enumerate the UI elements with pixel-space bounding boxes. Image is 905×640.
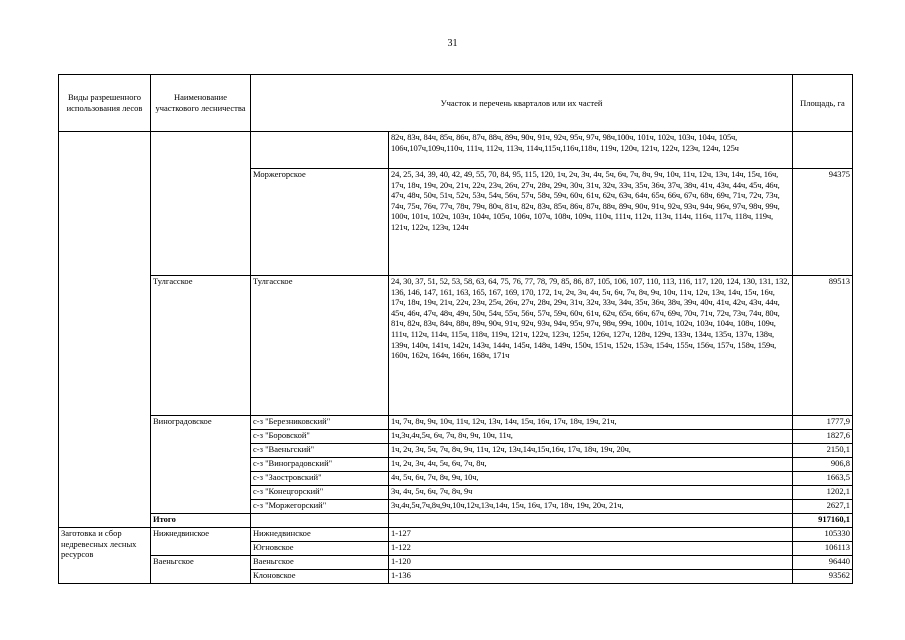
area-cell: 94375: [793, 169, 853, 276]
section-cell: Тулгасское: [251, 276, 389, 416]
section-cell: с-з "Березниковский": [251, 416, 389, 430]
quarters-parts: 1ч, 2ч, 3ч, 4ч, 5ч, 6ч, 7ч, 8ч, 9ч, 10ч, 11ч, 12ч, 13ч, 14ч, 15ч, 16ч, 17ч, 18ч, 19ч, 20ч, 21ч, 22ч, 23ч, 26ч, 27ч, 28ч, 29ч, 30ч, 31ч, 32ч, 33ч, 35ч, 36ч, 37ч, 38ч, 41ч, 43ч, 44ч, 45ч, 46ч, 47ч, 48ч, 50ч, 51ч, 52ч, 53ч, 54ч, 56ч, 57ч, 58ч, 59ч, 60ч, 61ч, 62ч, 63ч, 64ч, 65ч, 66ч, 67ч, 68ч, 69ч, 71ч, 72ч, 73ч, 74ч, 75ч, 76ч, 77ч, 78ч, 79ч, 80ч, 81ч, 82ч, 83ч, 85ч, 86ч, 87ч, 88ч, 89ч, 90ч, 91ч, 92ч, 93ч, 94ч, 96ч, 97ч, 98ч, 99ч, 100ч, 101ч, 102ч, 103ч, 104ч, 105ч, 106ч, 107ч, 108ч, 109ч, 110ч, 111ч, 112ч, 113ч, 114ч, 116ч, 117ч, 118ч, 119ч, 121ч, 122ч, 123ч, 124ч: [391, 169, 780, 232]
quarters-cell: 1-120: [389, 556, 793, 570]
section-cell: Ваеньгское: [251, 556, 389, 570]
forestry-cell: Ваеньгское: [151, 556, 251, 584]
section-cell: с-з "Моржегорский": [251, 500, 389, 514]
table-row: [59, 276, 853, 416]
quarters-cell: 1-136: [389, 570, 793, 584]
area-cell: 89513: [793, 276, 853, 416]
area-cell: [793, 132, 853, 169]
section-cell: Нижнедвинское: [251, 528, 389, 542]
total-row: [59, 514, 853, 528]
area-cell: 1202,1: [793, 486, 853, 500]
section-cell: с-з "Ваеньгский": [251, 444, 389, 458]
area-cell: 1827,6: [793, 430, 853, 444]
quarters-cell: 1ч, 7ч, 8ч, 9ч, 10ч, 11ч, 12ч, 13ч, 14ч, 15ч, 16ч, 17ч, 18ч, 19ч, 21ч,: [389, 416, 793, 430]
forestry-cell: Виноградовское: [151, 416, 251, 514]
section-cell: с-з "Заостровский": [251, 472, 389, 486]
quarters-cell: 3ч, 4ч, 5ч, 6ч, 7ч, 8ч, 9ч: [389, 486, 793, 500]
area-cell: 1777,9: [793, 416, 853, 430]
area-cell: 1663,5: [793, 472, 853, 486]
section-cell: с-з "Конецгорский": [251, 486, 389, 500]
quarters-cell: 82ч, 83ч, 84ч, 85ч, 86ч, 87ч, 88ч, 89ч, 90ч, 91ч, 92ч, 95ч, 97ч, 98ч,100ч, 101ч, 102ч, 103ч, 104ч, 105ч, 106ч,107ч,109ч,110ч, 111ч, 112ч, 113ч, 114ч,115ч,116ч,118ч, 119ч, 120ч, 121ч, 122ч, 123ч, 124ч, 125ч: [389, 132, 793, 169]
page-number: 31: [447, 38, 458, 49]
quarters-cell: 1-127: [389, 528, 793, 542]
total-area: 917160,1: [793, 514, 853, 528]
quarters-cell: 1ч, 2ч, 3ч, 4ч, 5ч, 6ч, 7ч, 8ч,: [389, 458, 793, 472]
table-row: [59, 416, 853, 430]
table-row: [59, 556, 853, 570]
section-cell: с-з "Виноградовский": [251, 458, 389, 472]
header-row: [59, 75, 853, 132]
quarters-cell: 1ч,3ч,4ч,5ч, 6ч, 7ч, 8ч, 9ч, 10ч, 11ч,: [389, 430, 793, 444]
section-cell: Клоновское: [251, 570, 389, 584]
section-cell: [251, 514, 389, 528]
quarters-parts: 1ч, 2ч, 3ч, 4ч, 5ч, 6ч, 7ч, 8ч, 9ч, 10ч, 11ч, 12ч, 13ч, 14ч, 15ч, 16ч, 17ч, 18ч, 19ч, 21ч, 22ч, 23ч, 25ч, 26ч, 27ч, 28ч, 29ч, 31ч, 32ч, 33ч, 34ч, 35ч, 36ч, 38ч, 39ч, 40ч, 41ч, 42ч, 43ч, 44ч, 45ч, 46ч, 47ч, 48ч, 49ч, 50ч, 54ч, 55ч, 56ч, 57ч, 59ч, 60ч, 61ч, 62ч, 65ч, 66ч, 67ч, 69ч, 70ч, 71ч, 72ч, 73ч, 74ч, 80ч, 81ч, 82ч, 83ч, 84ч, 88ч, 89ч, 90ч, 91ч, 92ч, 93ч, 94ч, 95ч, 97ч, 98ч, 99ч, 100ч, 101ч, 102ч, 103ч, 104ч, 108ч, 109ч, 111ч, 112ч, 114ч, 115ч, 118ч, 119ч, 121ч, 122ч, 123ч, 125ч, 126ч, 127ч, 128ч, 129ч, 133ч, 134ч, 135ч, 137ч, 138ч, 139ч, 140ч, 141ч, 142ч, 143ч, 144ч, 145ч, 148ч, 149ч, 150ч, 151ч, 152ч, 153ч, 154ч, 155ч, 156ч, 157ч, 158ч, 159ч, 160ч, 162ч, 164ч, 166ч, 168ч, 171ч: [391, 286, 780, 361]
table-row: [59, 132, 853, 169]
area-cell: 2150,1: [793, 444, 853, 458]
table-row: [59, 528, 853, 542]
area-cell: 2627,1: [793, 500, 853, 514]
header-usage-type: Виды разрешенного использования лесов: [59, 75, 151, 132]
quarters-cell: [389, 514, 793, 528]
area-cell: 93562: [793, 570, 853, 584]
forestry-cell: Нижнедвинское: [151, 528, 251, 556]
quarters-whole: 24, 30, 37, 51, 52, 53, 58, 63, 64, 75, 76, 77, 78, 79, 85, 86, 87, 105, 106, 107, 110, 113, 116, 117, 120, 124, 130, 131, 132, 136, 146, 147, 161, 163, 165, 167, 169, 170, 172,: [391, 276, 790, 297]
quarters-cell: 4ч, 5ч, 6ч, 7ч, 8ч, 9ч, 10ч,: [389, 472, 793, 486]
forest-use-table: [58, 74, 853, 584]
section-cell: Югновское: [251, 542, 389, 556]
area-cell: 96440: [793, 556, 853, 570]
quarters-whole: 24, 25, 34, 39, 40, 42, 49, 55, 70, 84, 95, 115, 120,: [391, 169, 555, 179]
header-forestry: Наименование участкового лесничества: [151, 75, 251, 132]
section-cell: [251, 132, 389, 169]
area-cell: 106113: [793, 542, 853, 556]
section-cell: с-з "Боровской": [251, 430, 389, 444]
quarters-cell: [389, 169, 793, 276]
area-cell: 105330: [793, 528, 853, 542]
forestry-cell: Тулгасское: [151, 276, 251, 416]
forestry-cell-continued: [151, 132, 251, 276]
quarters-cell: 1ч, 2ч, 3ч, 5ч, 7ч, 8ч, 9ч, 11ч, 12ч, 13ч,14ч,15ч,16ч, 17ч, 18ч, 19ч, 20ч,: [389, 444, 793, 458]
quarters-cell: [389, 276, 793, 416]
section-cell: Моржегорское: [251, 169, 389, 276]
header-quarters: Участок и перечень кварталов или их частей: [251, 75, 793, 132]
header-area: Площадь, га: [793, 75, 853, 132]
area-cell: 906,8: [793, 458, 853, 472]
usage-cell-continued: [59, 132, 151, 528]
quarters-cell: 3ч,4ч,5ч,7ч,8ч,9ч,10ч,12ч,13ч,14ч, 15ч, 16ч, 17ч, 18ч, 19ч, 20ч, 21ч,: [389, 500, 793, 514]
usage-cell: Заготовка и сбор недревесных лесных ресурсов: [59, 528, 151, 584]
quarters-cell: 1-122: [389, 542, 793, 556]
total-label: Итого: [151, 514, 251, 528]
